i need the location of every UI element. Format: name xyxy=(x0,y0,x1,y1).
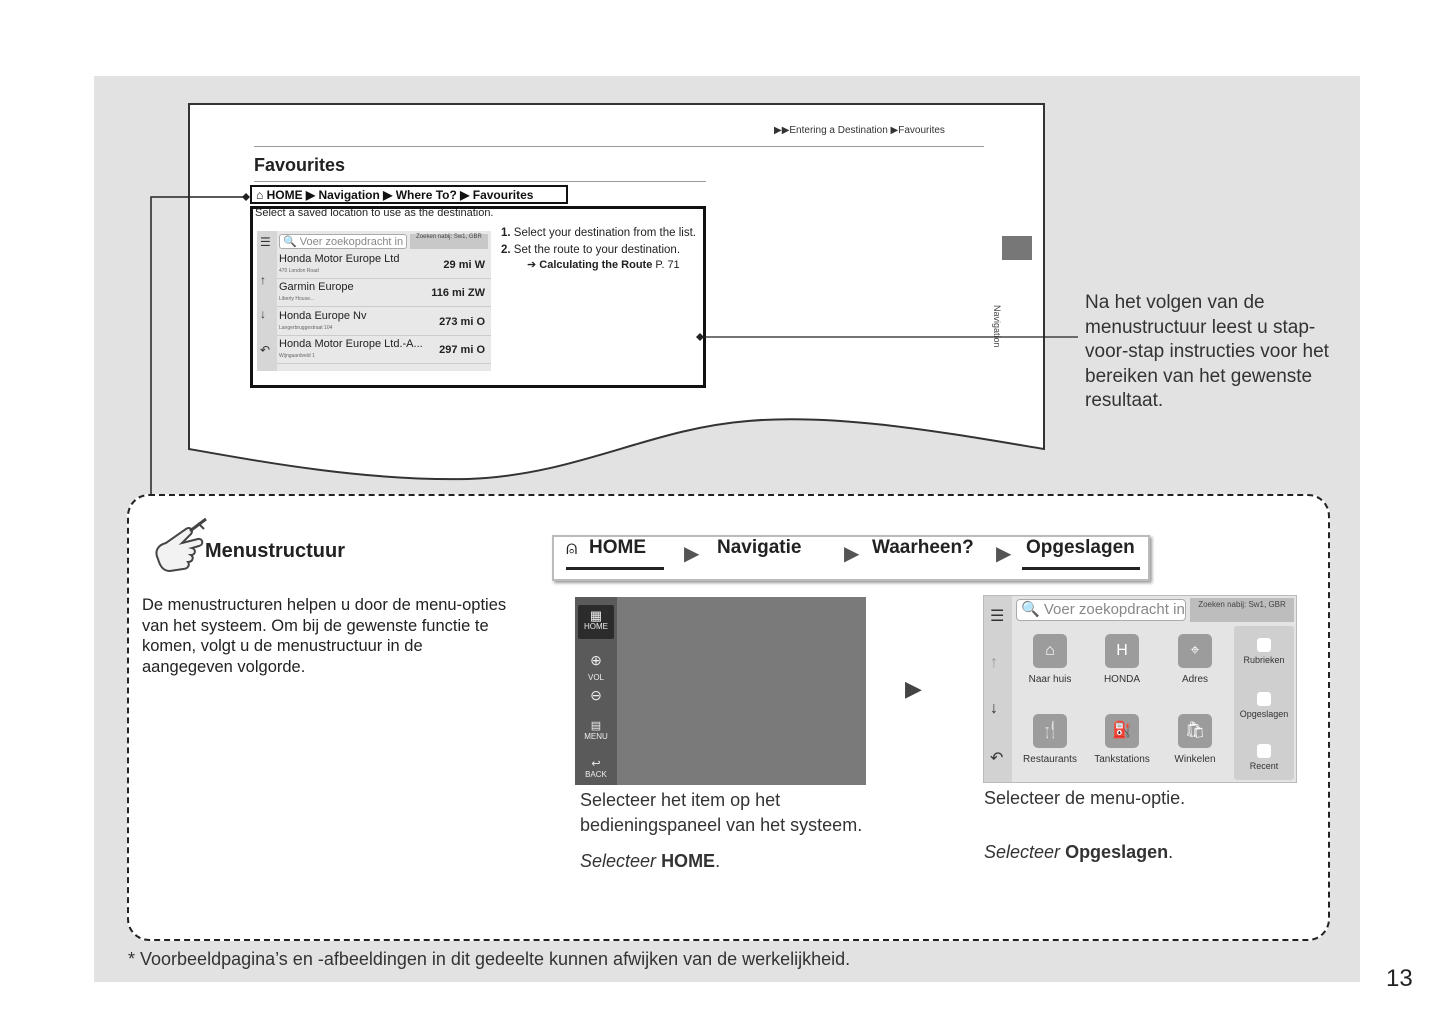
pointing-hand-icon xyxy=(148,515,210,579)
down-arrow-icon: ↓ xyxy=(260,307,266,321)
tile-restaurants[interactable]: 🍴 Restaurants xyxy=(1014,714,1086,765)
list-item: Garmin Europe Liberty House... 116 mi ZW xyxy=(277,279,491,307)
home-icon: ⍝ xyxy=(566,538,578,559)
tile-fuel[interactable]: ⛽ Tankstations xyxy=(1086,714,1158,765)
tile-shopping[interactable]: 🛍 Winkelen xyxy=(1159,714,1231,765)
next-arrow-icon: ▶ xyxy=(905,676,922,701)
navigation-menu-screen xyxy=(983,595,1297,783)
tile-honda[interactable]: H HONDA xyxy=(1086,634,1158,685)
up-arrow-icon[interactable]: ↑ xyxy=(990,654,998,671)
fuel-icon: ⛽ xyxy=(1105,714,1139,748)
shopping-icon: 🛍 xyxy=(1178,714,1212,748)
path-underline xyxy=(1022,567,1140,570)
menu-path-breadcrumb xyxy=(552,535,1150,581)
list-item: Honda Europe Nv Langerbruggestraat 104 273 mi O xyxy=(277,308,491,336)
sample-search-input: 🔍 Voer zoekopdracht in xyxy=(279,234,407,249)
step1-action: Selecteer HOME. xyxy=(580,851,721,871)
list-item: Honda Motor Europe Ltd.-A... Wijngaardveld 1 297 mi O xyxy=(277,336,491,364)
path-item-where-to: Waarheen? xyxy=(872,537,974,558)
control-panel-bar xyxy=(575,597,617,785)
back-button[interactable]: ↩ BACK xyxy=(578,757,614,779)
nav-screen-sidebar xyxy=(984,596,1012,783)
down-arrow-icon[interactable]: ↓ xyxy=(990,700,998,717)
tile-home[interactable]: ⌂ Naar huis xyxy=(1014,634,1086,685)
categories-icon xyxy=(1257,638,1271,652)
path-arrow-icon: ▶ xyxy=(684,543,700,565)
page-reference: ➔ Calculating the Route P. 71 xyxy=(527,259,680,271)
nav-search-input[interactable]: 🔍 Voer zoekopdracht in xyxy=(1016,599,1186,621)
sample-title: Favourites xyxy=(254,155,346,175)
menu-icon: ☰ xyxy=(260,235,271,249)
sample-menu-path: ⌂ HOME ▶ Navigation ▶ Where To? ▶ Favourites xyxy=(250,185,568,204)
nav-near-label[interactable]: Zoeken nabij: Sw1, GBR xyxy=(1190,598,1294,622)
reference-arrow-icon: ➔ xyxy=(527,259,540,271)
step1-caption: Selecteer het item op het bedieningspaneel van het systeem. xyxy=(580,790,863,835)
vol-label: VOL xyxy=(587,673,604,682)
menu-structure-heading: Menustructuur xyxy=(205,540,345,562)
up-arrow-icon: ↑ xyxy=(260,273,266,287)
control-panel-screen xyxy=(575,597,866,785)
back-icon[interactable]: ↶ xyxy=(990,750,1004,767)
path-arrow-icon: ▶ xyxy=(996,543,1012,565)
home-icon: ⌂ xyxy=(256,188,267,202)
step: 2. Set the route to your destination. xyxy=(501,244,681,256)
tile-address[interactable]: ⌖ Adres xyxy=(1159,634,1231,685)
favourites-button[interactable]: Opgeslagen xyxy=(1234,692,1294,719)
path-arrow-icon: ▶ xyxy=(844,543,860,565)
categories-button[interactable]: Rubrieken xyxy=(1234,638,1294,665)
sample-near-label: Zoeken nabij: Sw1, GBR xyxy=(410,234,488,249)
footnote: * Voorbeeldpagina’s en -afbeeldingen in dit gedeelte kunnen afwijken van de werkelijkheid. xyxy=(128,949,851,969)
address-icon: ⌖ xyxy=(1178,634,1212,668)
step2-action: Selecteer Opgeslagen. xyxy=(984,842,1174,862)
home-button[interactable]: ▦ HOME xyxy=(578,605,614,639)
step: 1. Select your destination from the list. xyxy=(501,227,696,239)
clock-icon xyxy=(1257,744,1271,758)
path-item-navigation: Navigatie xyxy=(717,537,802,558)
path-item-favourites: Opgeslagen xyxy=(1026,537,1135,558)
back-icon: ↶ xyxy=(260,343,271,357)
step2-caption: Selecteer de menu-optie. xyxy=(984,788,1186,808)
path-item-home: HOME xyxy=(589,537,646,558)
recent-button[interactable]: Recent xyxy=(1234,744,1294,771)
heart-icon xyxy=(1257,692,1271,706)
back-icon: ↩ xyxy=(591,758,601,770)
minus-icon[interactable]: ⊖ xyxy=(590,687,602,703)
menu-button[interactable]: ▤ MENU xyxy=(578,719,614,741)
path-underline xyxy=(566,567,664,570)
house-icon: ⌂ xyxy=(1033,634,1067,668)
nav-right-column xyxy=(1234,626,1294,780)
list-item: Honda Motor Europe Ltd 470 London Road 29 mi W xyxy=(277,251,491,279)
menu-icon: ▤ xyxy=(590,720,602,732)
menu-icon[interactable]: ☰ xyxy=(990,608,1005,625)
grid-icon: ▦ xyxy=(589,608,603,623)
menu-structure-description: De menustructuren helpen u door de menu-opties van het systeem. Om bij de gewenste functie te komen, volgt u de menustructuur in de aangegeven volgorde. xyxy=(142,596,507,677)
page-number: 13 xyxy=(1386,965,1413,992)
sample-breadcrumb: ▶▶Entering a Destination ▶Favourites xyxy=(774,125,945,136)
restaurant-icon: 🍴 xyxy=(1033,714,1067,748)
sample-intro: Select a saved location to use as the destination. xyxy=(255,207,494,219)
plus-icon[interactable]: ⊕ xyxy=(590,652,602,668)
honda-logo-icon: H xyxy=(1105,634,1139,668)
callout-text: Na het volgen van de menustructuur leest u stap-voor-stap instructies voor het bereiken van het gewenste resultaat. xyxy=(1085,292,1329,411)
section-tab-label: Navigation xyxy=(992,305,1002,348)
